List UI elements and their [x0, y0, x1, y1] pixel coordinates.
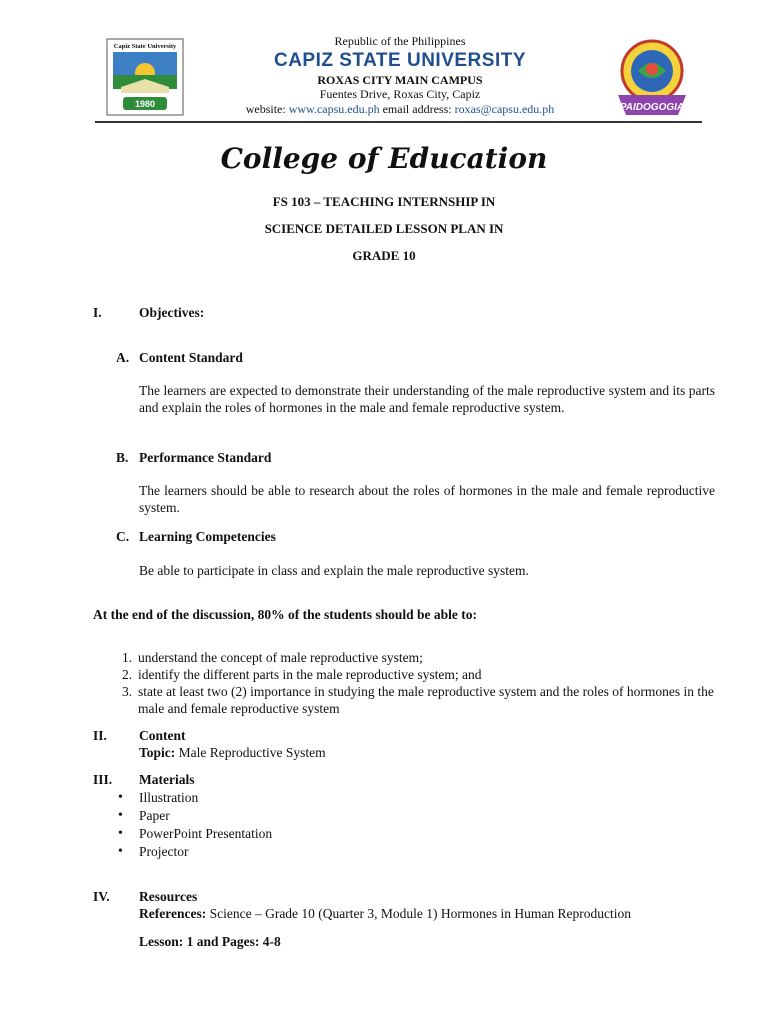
- course-line-1: FS 103 – TEACHING INTERNSHIP IN: [272, 194, 496, 209]
- sec2-title: Content: [139, 728, 186, 743]
- references-line: [139, 905, 739, 922]
- email-label: email address:: [382, 102, 452, 116]
- lesson-line: Lesson: 1 and Pages: 4-8: [139, 934, 281, 949]
- sec3-title: Materials: [139, 772, 195, 787]
- sec4-number: IV.: [93, 889, 110, 904]
- objective-text: identify the different parts in the male reproductive system; and: [138, 667, 482, 682]
- course-line-3: GRADE 10: [352, 248, 416, 263]
- sec3-number: III.: [93, 772, 113, 787]
- performance-standard-heading: Performance Standard: [139, 450, 272, 465]
- college-education-logo: [608, 35, 698, 120]
- learning-competencies-heading: Learning Competencies: [139, 529, 276, 544]
- sec1-b-label: B.: [116, 450, 129, 465]
- performance-standard-text: The learners should be able to research about the roles of hormones in the male and female reproductive system.: [139, 483, 715, 515]
- sec1-number: I.: [93, 305, 102, 320]
- references-label: References:: [139, 906, 207, 921]
- course-line-2: SCIENCE DETAILED LESSON PLAN IN: [264, 221, 504, 236]
- sec4-title: Resources: [139, 889, 198, 904]
- university-name: CAPIZ STATE UNIVERSITY: [273, 50, 527, 71]
- logo-right-text: PAIDOGOGIA: [619, 102, 685, 113]
- references-value: Science – Grade 10 (Quarter 3, Module 1) Hormones in Human Reproduction: [206, 906, 631, 921]
- campus-name: ROXAS CITY MAIN CAMPUS: [317, 73, 483, 87]
- sec1-a-label: A.: [116, 350, 130, 365]
- list-item: • Projector: [115, 843, 515, 861]
- list-item: • Illustration: [115, 789, 515, 807]
- content-standard-heading: Content Standard: [139, 350, 243, 365]
- sec2-number: II.: [93, 728, 107, 743]
- objectives-list: [122, 649, 722, 717]
- logo-left-text: Capiz State University: [113, 43, 177, 50]
- letterhead: [200, 34, 600, 117]
- learning-competencies-text: Be able to participate in class and explain the male reproductive system.: [139, 563, 529, 578]
- objective-number: 1.: [122, 650, 133, 665]
- website-link[interactable]: www.capsu.edu.ph: [288, 102, 380, 116]
- topic-line: [139, 744, 326, 761]
- end-statement: At the end of the discussion, 80% of the students should be able to:: [93, 607, 478, 622]
- capsu-logo: [105, 37, 185, 117]
- objective-text: understand the concept of male reproductive system;: [138, 650, 423, 665]
- topic-value: Male Reproductive System: [175, 745, 326, 760]
- objective-number: 2.: [122, 667, 133, 682]
- list-item: [122, 666, 722, 683]
- list-item: • Paper: [115, 807, 515, 825]
- email-link[interactable]: roxas@capsu.edu.ph: [454, 102, 555, 116]
- materials-list: [115, 789, 515, 861]
- topic-label: Topic:: [139, 745, 176, 760]
- header-divider: [95, 121, 702, 123]
- college-title: College of Education: [220, 142, 548, 175]
- website-label: website:: [245, 102, 286, 116]
- address-line: Fuentes Drive, Roxas City, Capiz: [319, 87, 481, 101]
- sec1-c-label: C.: [116, 529, 130, 544]
- republic-line: Republic of the Philippines: [334, 34, 466, 48]
- list-item: [122, 649, 722, 666]
- objective-number: 3.: [122, 684, 133, 699]
- contact-line: [200, 102, 600, 117]
- list-item: [122, 683, 722, 717]
- sec1-title: Objectives:: [139, 305, 205, 320]
- logo-left-year: 1980: [134, 99, 156, 109]
- objective-text: state at least two (2) importance in studying the male reproductive system and the roles of hormones in the male and female reproductive system: [138, 684, 714, 716]
- content-standard-text: The learners are expected to demonstrate their understanding of the male reproductive system and its parts and explain the roles of hormones in the male and female reproductive system.: [139, 383, 715, 415]
- list-item: • PowerPoint Presentation: [115, 825, 515, 843]
